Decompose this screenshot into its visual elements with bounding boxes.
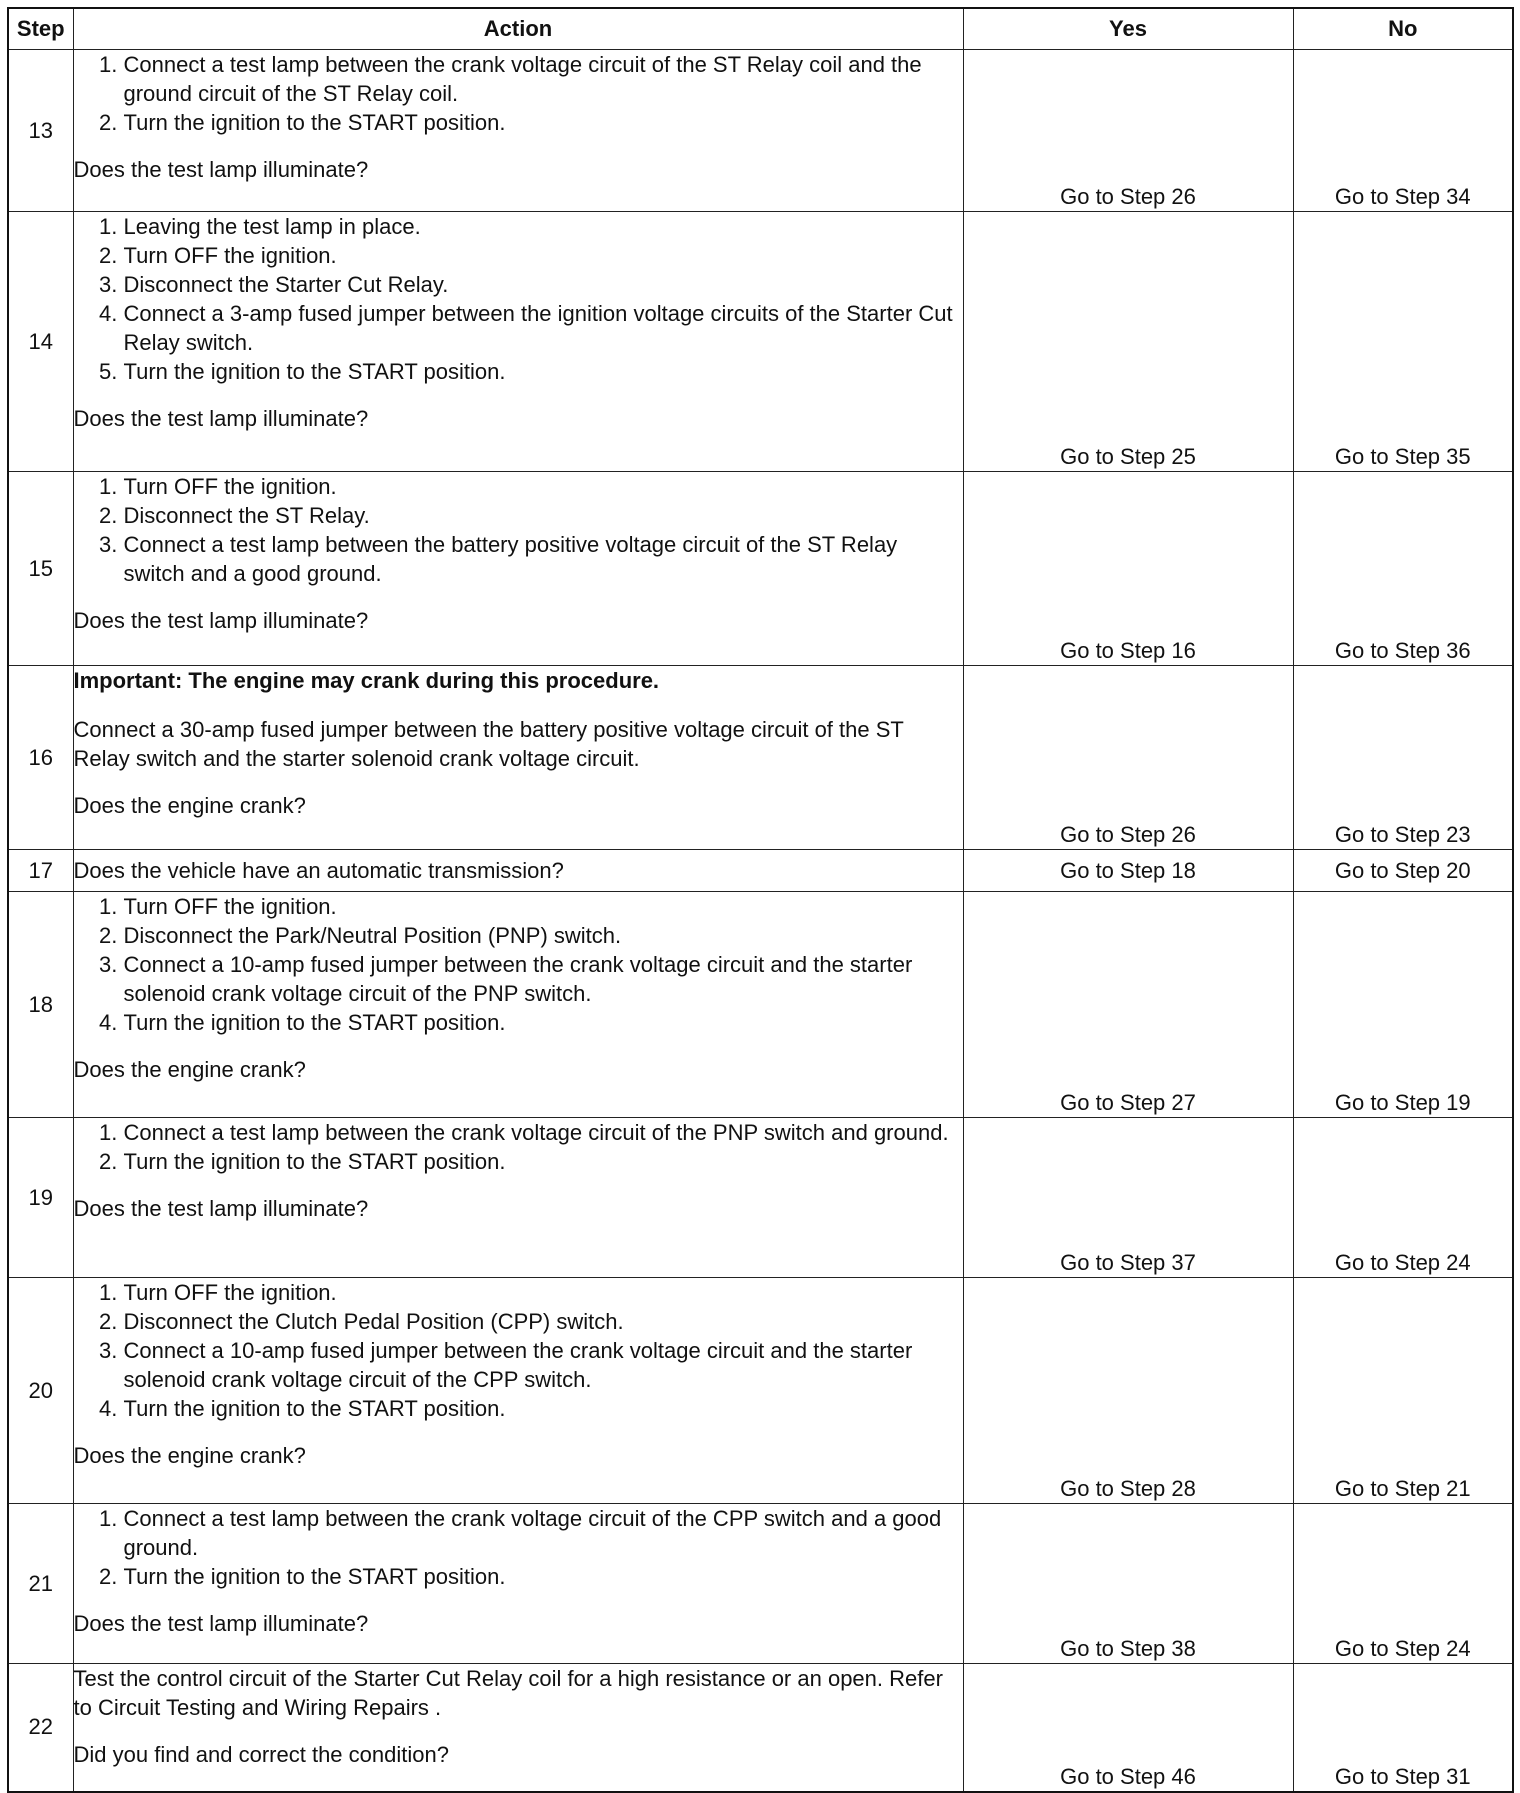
list-item: 3. Disconnect the Starter Cut Relay.: [124, 270, 963, 299]
no-link[interactable]: Go to Step 36: [1293, 472, 1513, 666]
question: Does the test lamp illuminate?: [73, 1196, 369, 1221]
step-number: 21: [8, 1504, 73, 1664]
diagnostic-table-container: [7, 7, 1514, 1793]
list-item: 1. Turn OFF the ignition.: [124, 892, 963, 921]
step-number: 16: [8, 666, 73, 850]
list-item: 1. Connect a test lamp between the crank voltage circuit of the PNP switch and ground.: [124, 1118, 963, 1147]
question: Does the test lamp illuminate?: [73, 406, 369, 431]
diagnostic-table: [7, 7, 1514, 1793]
list-item: 3. Connect a 10-amp fused jumper between the crank voltage circuit and the starter solenoid crank voltage circuit of the CPP switch.: [124, 1336, 963, 1394]
yes-link[interactable]: Go to Step 37: [963, 1118, 1293, 1278]
action-cell: [73, 1118, 963, 1278]
no-link[interactable]: Go to Step 24: [1293, 1504, 1513, 1664]
list-item: 4. Connect a 3-amp fused jumper between the ignition voltage circuits of the Starter Cut Relay switch.: [124, 299, 963, 357]
table-row: [8, 472, 1513, 666]
no-link[interactable]: Go to Step 31: [1293, 1664, 1513, 1792]
yes-link[interactable]: Go to Step 16: [963, 472, 1293, 666]
action-cell: [73, 212, 963, 472]
action-list: [74, 1504, 963, 1591]
list-item: 4. Turn the ignition to the START position.: [124, 1394, 963, 1423]
header-step: Step: [8, 8, 73, 50]
question: Does the engine crank?: [73, 793, 306, 818]
list-item: 2. Disconnect the Park/Neutral Position (PNP) switch.: [124, 921, 963, 950]
no-link[interactable]: Go to Step 20: [1293, 850, 1513, 892]
list-item: 4. Turn the ignition to the START position.: [124, 1008, 963, 1037]
action-cell: [73, 892, 963, 1118]
list-item: 1. Connect a test lamp between the crank voltage circuit of the CPP switch and a good ground.: [124, 1504, 963, 1562]
table-row: [8, 892, 1513, 1118]
yes-link[interactable]: Go to Step 25: [963, 212, 1293, 472]
table-row: [8, 1278, 1513, 1504]
no-link[interactable]: Go to Step 35: [1293, 212, 1513, 472]
no-link[interactable]: Go to Step 34: [1293, 50, 1513, 212]
table-row: [8, 1504, 1513, 1664]
step-number: 15: [8, 472, 73, 666]
yes-link[interactable]: Go to Step 27: [963, 892, 1293, 1118]
step-number: 20: [8, 1278, 73, 1504]
yes-link[interactable]: Go to Step 26: [963, 666, 1293, 850]
list-item: 2. Turn the ignition to the START position.: [124, 108, 963, 137]
step-number: 22: [8, 1664, 73, 1792]
action-list: [74, 1118, 963, 1176]
action-text: Test the control circuit of the Starter Cut Relay coil for a high resistance or an open. Refer to Circuit Testing and Wiring Repairs .: [73, 1666, 943, 1720]
action-list: [74, 50, 963, 137]
action-cell: [73, 50, 963, 212]
list-item: 2. Turn OFF the ignition.: [124, 241, 963, 270]
table-row: [8, 666, 1513, 850]
action-cell: [73, 1504, 963, 1664]
list-item: 3. Connect a test lamp between the battery positive voltage circuit of the ST Relay switch and a good ground.: [124, 530, 963, 588]
yes-link[interactable]: Go to Step 28: [963, 1278, 1293, 1504]
question: Does the test lamp illuminate?: [73, 608, 369, 633]
yes-link[interactable]: Go to Step 26: [963, 50, 1293, 212]
question: Does the vehicle have an automatic transmission?: [73, 858, 564, 883]
table-row: [8, 212, 1513, 472]
list-item: 2. Turn the ignition to the START position.: [124, 1147, 963, 1176]
no-link[interactable]: Go to Step 24: [1293, 1118, 1513, 1278]
list-item: 1. Turn OFF the ignition.: [124, 1278, 963, 1307]
list-item: 2. Turn the ignition to the START position.: [124, 1562, 963, 1591]
action-list: [74, 472, 963, 588]
action-cell: [73, 1278, 963, 1504]
step-number: 17: [8, 850, 73, 892]
action-cell: [73, 472, 963, 666]
list-item: 2. Disconnect the ST Relay.: [124, 501, 963, 530]
header-row: [8, 8, 1513, 50]
action-cell: [73, 850, 963, 892]
important-note: Important: The engine may crank during this procedure.: [73, 668, 660, 693]
step-number: 18: [8, 892, 73, 1118]
step-number: 14: [8, 212, 73, 472]
question: Does the engine crank?: [73, 1443, 306, 1468]
question: Does the engine crank?: [73, 1057, 306, 1082]
question: Does the test lamp illuminate?: [73, 157, 369, 182]
list-item: 5. Turn the ignition to the START position.: [124, 357, 963, 386]
no-link[interactable]: Go to Step 23: [1293, 666, 1513, 850]
list-item: 1. Leaving the test lamp in place.: [124, 212, 963, 241]
action-list: [74, 1278, 963, 1423]
table-row: [8, 50, 1513, 212]
list-item: 3. Connect a 10-amp fused jumper between the crank voltage circuit and the starter solenoid crank voltage circuit of the PNP switch.: [124, 950, 963, 1008]
header-no: No: [1293, 8, 1513, 50]
action-list: [74, 212, 963, 386]
action-text: Connect a 30-amp fused jumper between the battery positive voltage circuit of the ST Relay switch and the starter solenoid crank voltage circuit.: [73, 717, 904, 771]
action-list: [74, 892, 963, 1037]
yes-link[interactable]: Go to Step 46: [963, 1664, 1293, 1792]
yes-link[interactable]: Go to Step 38: [963, 1504, 1293, 1664]
list-item: 2. Disconnect the Clutch Pedal Position (CPP) switch.: [124, 1307, 963, 1336]
list-item: 1. Turn OFF the ignition.: [124, 472, 963, 501]
header-action: Action: [73, 8, 963, 50]
step-number: 19: [8, 1118, 73, 1278]
table-row: [8, 850, 1513, 892]
no-link[interactable]: Go to Step 21: [1293, 1278, 1513, 1504]
action-cell: [73, 666, 963, 850]
header-yes: Yes: [963, 8, 1293, 50]
table-row: [8, 1118, 1513, 1278]
step-number: 13: [8, 50, 73, 212]
yes-link[interactable]: Go to Step 18: [963, 850, 1293, 892]
list-item: 1. Connect a test lamp between the crank voltage circuit of the ST Relay coil and the ground circuit of the ST Relay coil.: [124, 50, 963, 108]
question: Did you find and correct the condition?: [73, 1742, 449, 1767]
table-row: [8, 1664, 1513, 1792]
question: Does the test lamp illuminate?: [73, 1611, 369, 1636]
no-link[interactable]: Go to Step 19: [1293, 892, 1513, 1118]
action-cell: [73, 1664, 963, 1792]
